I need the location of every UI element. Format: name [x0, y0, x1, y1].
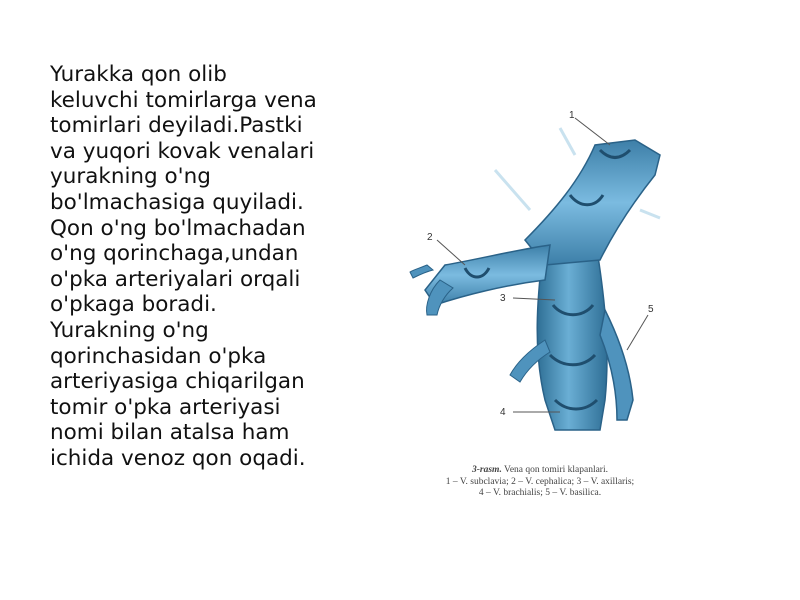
caption-line-1	[405, 465, 675, 477]
pointer-1	[575, 118, 610, 145]
pointer-extra-a	[560, 128, 575, 155]
pointer-extra-c	[640, 210, 660, 218]
caption-line-2: 1 – V. subclavia; 2 – V. cephalica; 3 – V. axillaris;	[445, 476, 635, 487]
label-1: 1	[569, 110, 575, 121]
figure-caption	[405, 465, 675, 500]
label-5: 5	[648, 304, 654, 315]
caption-title-rest: Vena qon tomiri klapanlari.	[501, 465, 608, 475]
pointer-extra-b	[495, 170, 530, 210]
vein-illustration	[405, 100, 685, 470]
caption-title: 3-rasm.	[472, 465, 502, 475]
vein-valves-figure	[405, 100, 685, 510]
label-3: 3	[500, 293, 506, 304]
pointer-2	[437, 240, 465, 265]
pointer-5	[627, 315, 648, 350]
main-vein-trunk	[537, 250, 607, 430]
caption-line-3: 4 – V. brachialis; 5 – V. basilica.	[478, 488, 602, 498]
label-2: 2	[427, 232, 433, 243]
slide-body-text: Yurakka qon olib keluvchi tomirlarga vena tomirlari deyiladi.Pastki va yuqori kovak venalari yurakning o'ng bo'lmachasiga quyiladi. Qon o'ng bo'lmachadan o'ng qorinchaga,undan o'pka arteriyalari orqali o'pkaga boradi. Yurakning o'ng qorinchasidan o'pka arteriyasiga chiqarilgan tomir o'pka arteriyasi nomi bilan atalsa ham ichida venoz qon oqadi.	[50, 62, 317, 471]
label-4: 4	[500, 407, 506, 418]
left-small-twig	[410, 265, 433, 278]
